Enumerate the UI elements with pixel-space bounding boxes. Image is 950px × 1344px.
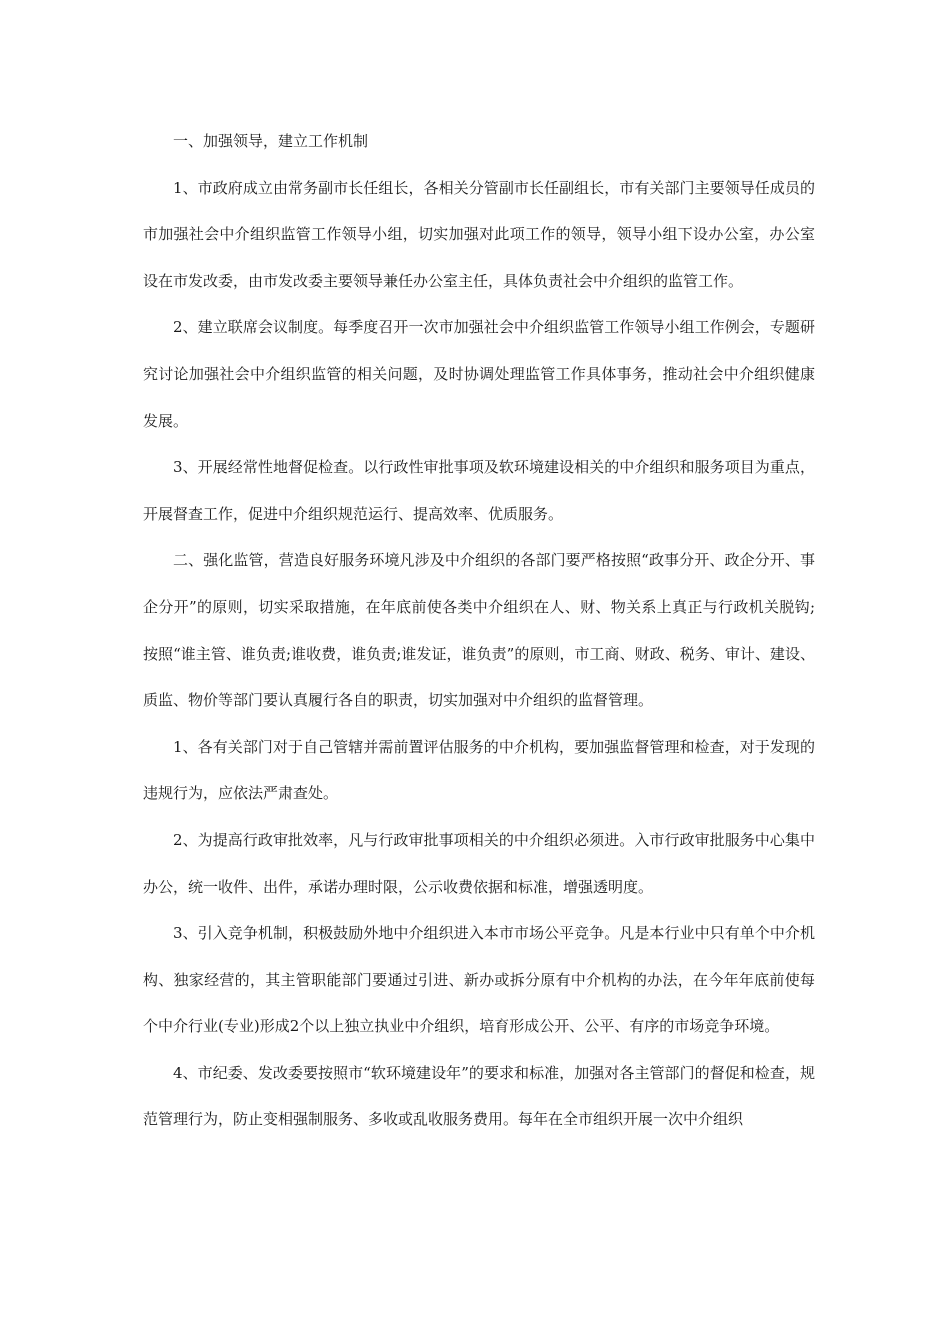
paragraph-2-1: 1、各有关部门对于自己管辖并需前置评估服务的中介机构，要加强监督管理和检查，对于发现的违规行为，应依法严肃查处。 [143,737,815,803]
paragraph-2-4: 4、市纪委、发改委要按照市“软环境建设年”的要求和标准，加强对各主管部门的督促和检查，规范管理行为，防止变相强制服务、多收或乱收服务费用。每年在全市组织开展一次中介组织 [143,1063,815,1129]
paragraph-1-2: 2、建立联席会议制度。每季度召开一次市加强社会中介组织监管工作领导小组工作例会，专题研究讨论加强社会中介组织监管的相关问题，及时协调处理监管工作具体事务，推动社会中介组织健康发展。 [143,318,815,430]
paragraph-1-3: 3、开展经常性地督促检查。以行政性审批事项及软环境建设相关的中介组织和服务项目为重点，开展督查工作，促进中介组织规范运行、提高效率、优质服务。 [143,458,815,523]
paragraph-1-1: 1、市政府成立由常务副市长任组长，各相关分管副市长任副组长，市有关部门主要领导任成员的市加强社会中介组织监管工作领导小组，切实加强对此项工作的领导，领导小组下设办公室，办公室设在市发改委，由市发改委主要领导兼任办公室主任，具体负责社会中介组织的监管工作。 [143,178,815,290]
paragraph-2-3: 3、引入竞争机制，积极鼓励外地中介组织进入本市市场公平竞争。凡是本行业中只有单个中介机构、独家经营的，其主管职能部门要通过引进、新办或拆分原有中介机构的办法，在今年年底前使每个中介行业(专业)形成2个以上独立执业中介组织，培育形成公开、公平、有序的市场竞争环境。 [143,924,815,1036]
document-body [143,118,815,1143]
section-heading-1: 一、加强领导，建立工作机制 [173,132,369,150]
section-heading-2: 二、强化监管，营造良好服务环境凡涉及中介组织的各部门要严格按照“政事分开、政企分开、事企分开”的原则，切实采取措施，在年底前使各类中介组织在人、财、物关系上真正与行政机关脱钩;按照“谁主管、谁负责;谁收费，谁负责;谁发证，谁负责”的原则，市工商、财政、税务、审计、建设、质监、物价等部门要认真履行各自的职责，切实加强对中介组织的监督管理。 [143,551,815,710]
paragraph-2-2: 2、为提高行政审批效率，凡与行政审批事项相关的中介组织必须进。入市行政审批服务中心集中办公，统一收件、出件，承诺办理时限，公示收费依据和标准，增强透明度。 [143,830,815,896]
